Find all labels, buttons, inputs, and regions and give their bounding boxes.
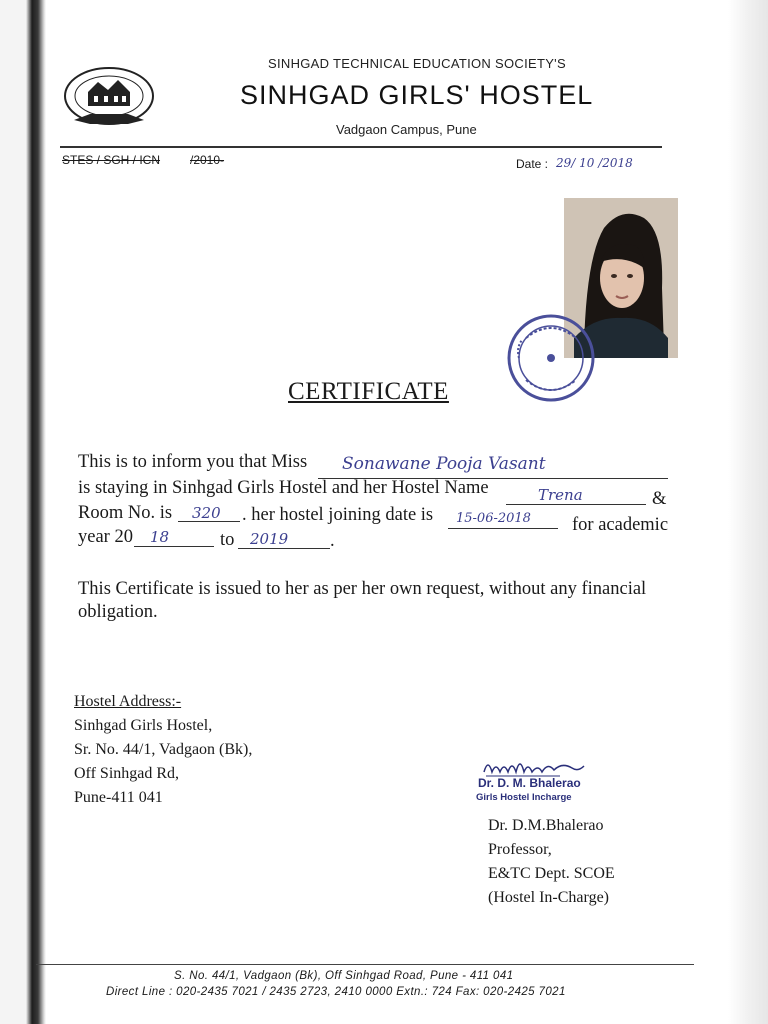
joining-date-value: 15-06-2018 [456, 511, 531, 526]
campus-name: Vadgaon Campus, Pune [336, 122, 477, 137]
society-logo [60, 62, 158, 134]
joining-date-underline [448, 528, 558, 529]
line4-mid: to [220, 530, 235, 550]
date-value: 29/ 10 /2018 [556, 156, 633, 170]
signatory-line: Professor, [488, 841, 552, 858]
address-line: Sinhgad Girls Hostel, [74, 717, 213, 734]
room-number-value: 320 [192, 504, 221, 522]
reference-year: /2010- [190, 153, 225, 167]
header-divider [60, 146, 662, 148]
reference-number: STES / SGH / ICN [62, 153, 161, 167]
line3-mid: . her hostel joining date is [242, 505, 434, 525]
hostel-name-value: Trena [538, 486, 583, 504]
address-line: Sr. No. 44/1, Vadgaon (Bk), [74, 741, 253, 758]
address-line: Off Sinhgad Rd, [74, 765, 180, 782]
year-end-underline [238, 548, 330, 549]
hostel-address [74, 690, 252, 810]
line2-prefix: is staying in Sinhgad Girls Hostel and her Hostel Name [78, 478, 489, 498]
line4-prefix: year 20 [78, 527, 133, 547]
signatory-stamp-name: Dr. D. M. Bhalerao [478, 776, 581, 790]
signatory-line: E&TC Dept. SCOE [488, 865, 615, 882]
line4-suffix: . [330, 531, 335, 551]
footer-contact: Direct Line : 020-2435 7021 / 2435 2723, 2410 0000 Extn.: 724 Fax: 020-2425 7021 [106, 986, 566, 998]
hostel-stamp [504, 308, 598, 408]
signatory-line: (Hostel In-Charge) [488, 889, 609, 906]
signatory-line: Dr. D.M.Bhalerao [488, 817, 604, 834]
line3-suffix: for academic [572, 515, 669, 535]
address-title: Hostel Address:- [74, 693, 182, 710]
footer-divider [36, 964, 694, 965]
date-label: Date : [516, 157, 549, 171]
hostel-title: SINHGAD GIRLS' HOSTEL [240, 80, 594, 110]
society-name: SINHGAD TECHNICAL EDUCATION SOCIETY'S [268, 56, 566, 71]
footer-address: S. No. 44/1, Vadgaon (Bk), Off Sinhgad Road, Pune - 411 041 [174, 970, 514, 982]
signatory-details [488, 814, 615, 910]
address-line: Pune-411 041 [74, 789, 163, 806]
year-start-value: 18 [150, 528, 170, 546]
line1-prefix: This is to inform you that Miss [78, 452, 308, 472]
certificate-title: CERTIFICATE [288, 378, 449, 405]
year-start-underline [134, 546, 214, 547]
line3-prefix: Room No. is [78, 503, 173, 523]
year-end-value: 2019 [250, 530, 289, 548]
purpose-line-1: This Certificate is issued to her as per her own request, without any financial [78, 579, 647, 599]
hostel-name-underline [506, 504, 646, 505]
page-edge [728, 0, 768, 1024]
purpose-line-2: obligation. [78, 602, 158, 622]
signatory-stamp-role: Girls Hostel Incharge [476, 792, 572, 803]
scan-shadow [0, 0, 46, 1024]
student-name-value: Sonawane Pooja Vasant [342, 454, 546, 474]
line2-suffix: & [652, 489, 667, 509]
